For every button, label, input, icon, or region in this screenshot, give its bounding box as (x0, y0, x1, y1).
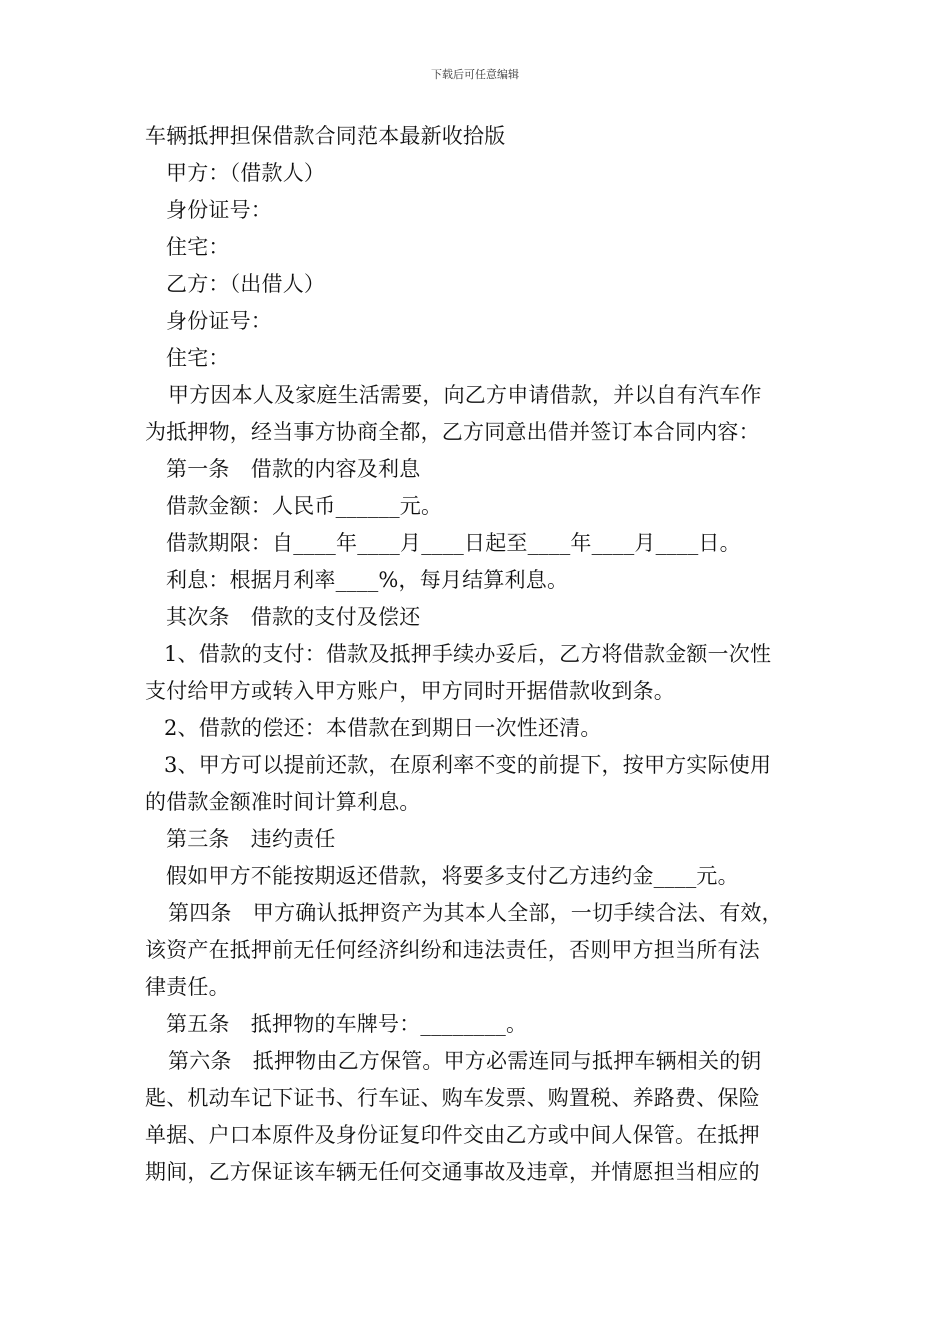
party-a-id-label: 身份证号： (166, 198, 272, 222)
paragraph-line: 甲方因本人及家庭生活需要，向乙方申请借款，并以自有汽车作 (168, 383, 762, 407)
party-b-address-label: 住宅： (166, 346, 230, 370)
paragraph-line: 借款金额：人民币______元。 (166, 494, 443, 518)
paragraph-line: 支付给甲方或转入甲方账户，甲方同时开据借款收到条。 (145, 679, 675, 703)
party-a-label: 甲方：（借款人） (166, 161, 326, 185)
party-a-address-label: 住宅： (166, 235, 230, 259)
paragraph-line: 1、借款的支付：借款及抵押手续办妥后，乙方将借款金额一次性 (164, 642, 772, 666)
paragraph-line: 利息：根据月利率____%，每月结算利息。 (166, 568, 569, 592)
paragraph-line: 单据、户口本原件及身份证复印件交由乙方或中间人保管。在抵押 (145, 1123, 760, 1147)
document-body (145, 118, 810, 1191)
article-heading: 第一条 借款的内容及利息 (166, 457, 421, 481)
paragraph-line: 为抵押物，经当事方协商全都，乙方同意出借并签订本合同内容： (145, 420, 760, 444)
paragraph-line: 假如甲方不能按期返还借款，将要多支付乙方违约金____元。 (166, 864, 739, 888)
party-b-label: 乙方：（出借人） (166, 272, 326, 296)
party-b-id-label: 身份证号： (166, 309, 272, 333)
article-heading: 第五条 抵押物的车牌号：________。 (166, 1012, 528, 1036)
paragraph-line: 2、借款的偿还：本借款在到期日一次性还清。 (164, 716, 602, 740)
paragraph-line: 的借款金额准时间计算利息。 (145, 790, 421, 814)
paragraph-line: 律责任。 (145, 975, 230, 999)
article-heading: 第四条 甲方确认抵押资产为其本人全部，一切手续合法、有效， (168, 901, 783, 925)
article-heading: 第三条 违约责任 (166, 827, 336, 851)
article-heading: 其次条 借款的支付及偿还 (166, 605, 421, 629)
article-heading: 第六条 抵押物由乙方保管。甲方必需连同与抵押车辆相关的钥 (168, 1049, 762, 1073)
paragraph-line: 期间，乙方保证该车辆无任何交通事故及违章，并情愿担当相应的 (145, 1160, 760, 1184)
document-title: 车辆抵押担保借款合同范本最新收拾版 (145, 124, 506, 148)
paragraph-line: 匙、机动车记下证书、行车证、购车发票、购置税、养路费、保险 (145, 1086, 760, 1110)
paragraph-line: 3、甲方可以提前还款，在原利率不变的前提下，按甲方实际使用 (164, 753, 772, 777)
header-note: 下载后可任意编辑 (431, 68, 519, 81)
paragraph-line: 该资产在抵押前无任何经济纠纷和违法责任，否则甲方担当所有法 (145, 938, 760, 962)
paragraph-line: 借款期限：自____年____月____日起至____年____月____日。 (166, 531, 741, 555)
